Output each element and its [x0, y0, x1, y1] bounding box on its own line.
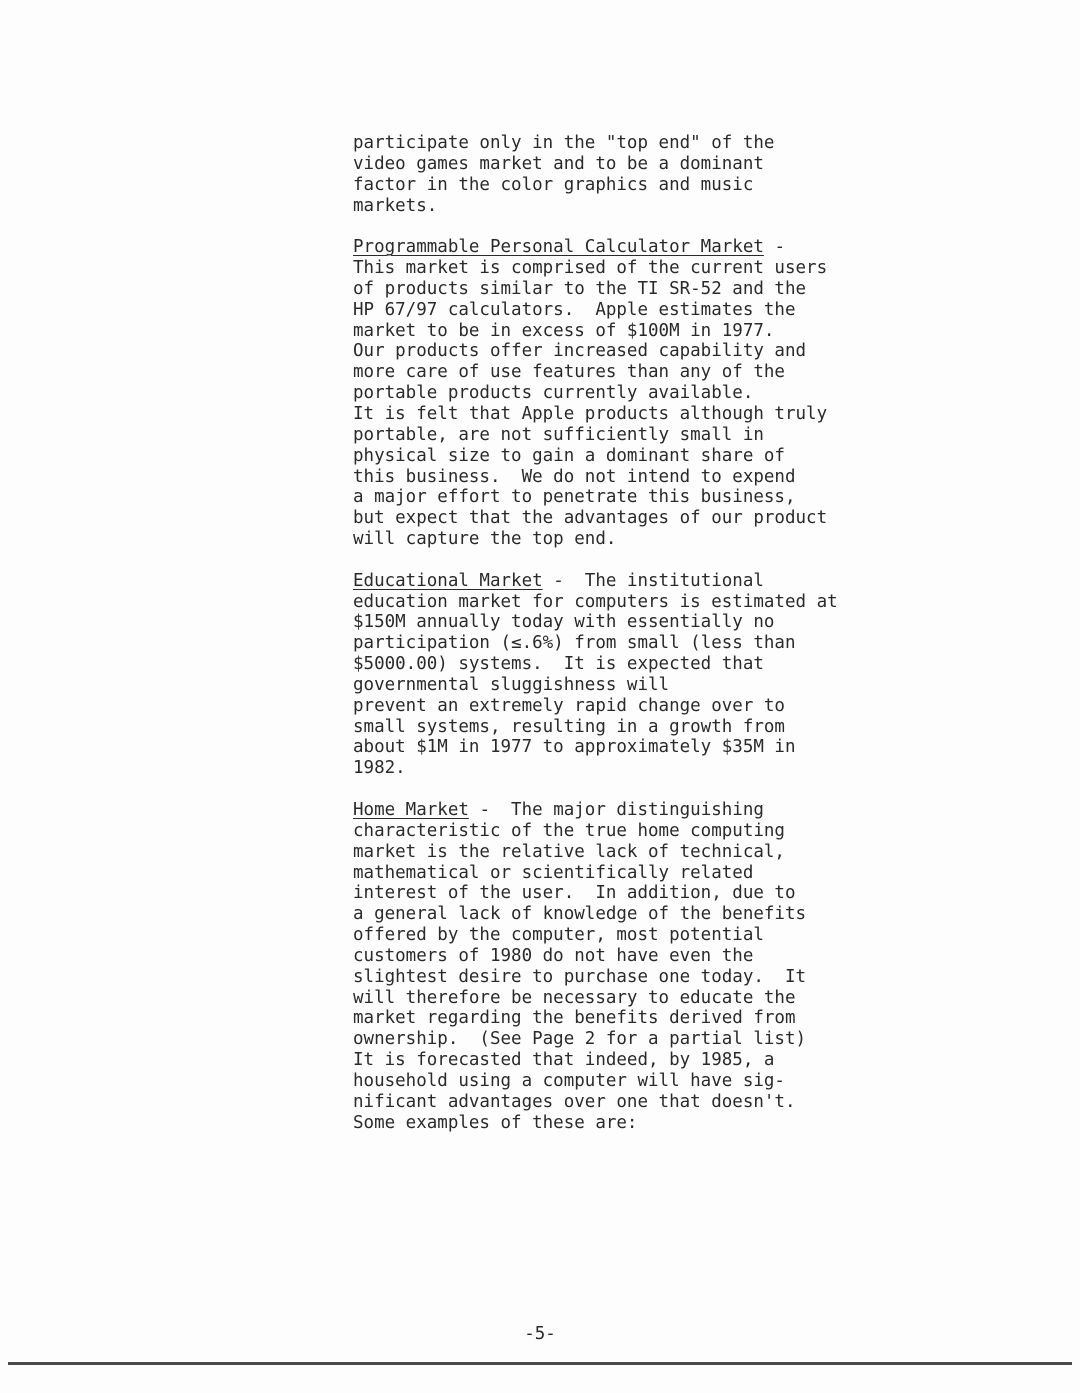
- text-line: offered by the computer, most potential: [353, 925, 764, 946]
- text-line: nificant advantages over one that doesn't.: [353, 1091, 796, 1112]
- text-line: $150M annually today with essentially no: [353, 612, 775, 633]
- text-line: prevent an extremely rapid change over to: [353, 695, 785, 716]
- text-line: more care of use features than any of the: [353, 362, 785, 383]
- text-line: markets.: [353, 195, 438, 216]
- text-line: about $1M in 1977 to approximately $35M in: [353, 737, 796, 758]
- heading-remainder: - The major distinguishing: [468, 800, 764, 820]
- paragraph-home-market: [353, 800, 973, 1134]
- text-line: interest of the user. In addition, due to: [353, 883, 796, 904]
- text-line: participate only in the "top end" of the: [353, 133, 775, 153]
- text-line: It is felt that Apple products although truly: [353, 403, 828, 424]
- text-line: video games market and to be a dominant: [353, 153, 764, 174]
- heading-dash: -: [763, 237, 785, 258]
- text-line: Some examples of these are:: [353, 1112, 638, 1133]
- bottom-rule: [8, 1362, 1072, 1365]
- paragraph-calculator-market: [353, 237, 973, 550]
- text-line: factor in the color graphics and music: [353, 174, 754, 195]
- text-line: ownership. (See Page 2 for a partial list): [353, 1029, 807, 1050]
- paragraph-educational-market: [353, 571, 973, 779]
- text-line: This market is comprised of the current users: [353, 258, 828, 279]
- heading-remainder: - The institutional: [542, 570, 764, 591]
- section-heading-calculator: Programmable Personal Calculator Market: [353, 237, 764, 258]
- text-line: 1982.: [353, 758, 406, 779]
- text-line: slightest desire to purchase one today. It: [353, 966, 807, 987]
- text-line: education market for computers is estimated at: [353, 591, 838, 612]
- text-line: will therefore be necessary to educate the: [353, 987, 796, 1008]
- text-line: small systems, resulting in a growth from: [353, 716, 785, 737]
- body-text: [353, 133, 973, 1154]
- text-line: household using a computer will have sig-: [353, 1070, 785, 1091]
- text-line: participation (≤.6%) from small (less than: [353, 633, 796, 654]
- text-line: this business. We do not intend to expend: [353, 466, 796, 487]
- page-number: -5-: [524, 1324, 556, 1344]
- text-line: a general lack of knowledge of the benefits: [353, 904, 807, 925]
- text-line: Our products offer increased capability and: [353, 341, 807, 362]
- text-line: HP 67/97 calculators. Apple estimates the: [353, 299, 796, 320]
- text-line: customers of 1980 do not have even the: [353, 945, 754, 966]
- text-line: governmental sluggishness will: [353, 674, 670, 695]
- text-line: mathematical or scientifically related: [353, 862, 754, 883]
- text-line: of products similar to the TI SR-52 and the: [353, 278, 807, 299]
- section-heading-educational: Educational Market: [353, 570, 543, 591]
- text-line: physical size to gain a dominant share of: [353, 445, 785, 466]
- paragraph-video-games: [353, 133, 973, 216]
- text-line: $5000.00) systems. It is expected that: [353, 654, 764, 675]
- text-line: [353, 800, 973, 821]
- text-line: market regarding the benefits derived from: [353, 1008, 796, 1029]
- text-line: [353, 237, 973, 258]
- text-line: characteristic of the true home computing: [353, 820, 785, 841]
- text-line: a major effort to penetrate this business,: [353, 487, 796, 508]
- text-line: will capture the top end.: [353, 529, 617, 550]
- text-line: portable products currently available.: [353, 383, 754, 404]
- text-line: market to be in excess of $100M in 1977.: [353, 320, 775, 341]
- text-line: market is the relative lack of technical,: [353, 841, 785, 862]
- section-heading-home: Home Market: [353, 800, 469, 820]
- text-line: portable, are not sufficiently small in: [353, 424, 764, 445]
- text-line: [353, 571, 973, 592]
- text-line: but expect that the advantages of our product: [353, 508, 828, 529]
- text-line: It is forecasted that indeed, by 1985, a: [353, 1050, 775, 1071]
